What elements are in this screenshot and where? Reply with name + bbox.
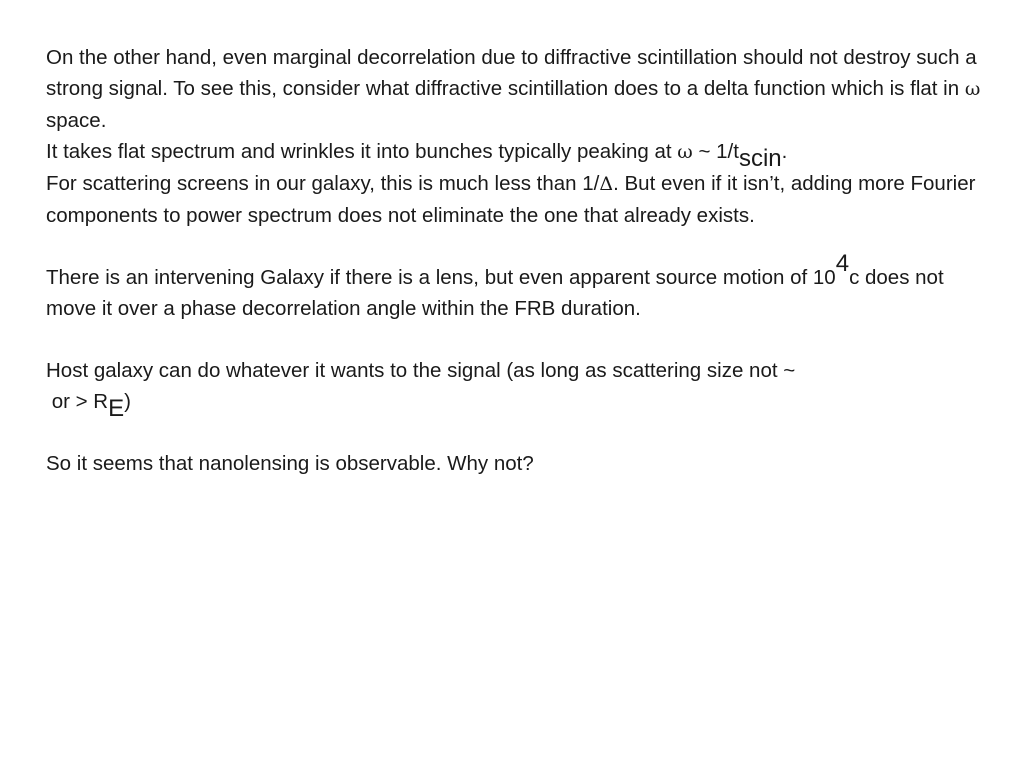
- text-scattering: For scattering screens in our galaxy, this is much less than 1/: [46, 172, 600, 195]
- subscript-e: E: [108, 395, 125, 422]
- delta-symbol: Δ: [599, 173, 614, 195]
- text-galaxy-lens: There is an intervening Galaxy if there is a lens, but even apparent source motion of 10: [46, 266, 836, 289]
- text-close-paren: ): [124, 390, 131, 413]
- text-wrinkles: It takes flat spectrum and wrinkles it into bunches typically peaking at: [46, 140, 672, 163]
- text-fourier: . But even if it isn’t, adding more Fourier components to power spectrum does not eliminate the one that already exists.: [46, 172, 976, 227]
- spacer: [46, 324, 986, 355]
- text-phase-decorrelation: c does not move it over a phase decorrelation angle within the FRB duration.: [46, 266, 944, 320]
- text-or-greater: or > R: [46, 390, 109, 413]
- text-decorrelation: On the other hand, even marginal decorrelation due to diffractive scintillation should not destroy such a strong signal. To see this, consider what diffractive scintillation does to a delta function which is flat in: [46, 46, 977, 100]
- text-space: space.: [46, 109, 107, 132]
- paragraph-host-galaxy: [46, 355, 986, 422]
- spacer: [46, 417, 986, 448]
- text-conclusion: So it seems that nanolensing is observable. Why not?: [46, 452, 534, 475]
- omega-symbol: ω: [964, 78, 981, 100]
- text-period: .: [781, 140, 788, 163]
- paragraph-conclusion: [46, 448, 986, 479]
- paragraph-galaxy-lens: [46, 250, 986, 324]
- text-host-galaxy: Host galaxy can do whatever it wants to the signal (as long as scattering size not ~: [46, 359, 796, 382]
- subscript-scin: scin: [738, 145, 782, 172]
- slide-body: [46, 42, 986, 479]
- superscript-four: 4: [835, 250, 850, 277]
- omega-symbol-2: ω: [677, 141, 693, 163]
- paragraph-wrinkles: [46, 136, 986, 172]
- text-one-over-t: ~ 1/t: [698, 140, 739, 163]
- paragraph-decorrelation: [46, 42, 986, 136]
- paragraph-scattering: [46, 168, 986, 231]
